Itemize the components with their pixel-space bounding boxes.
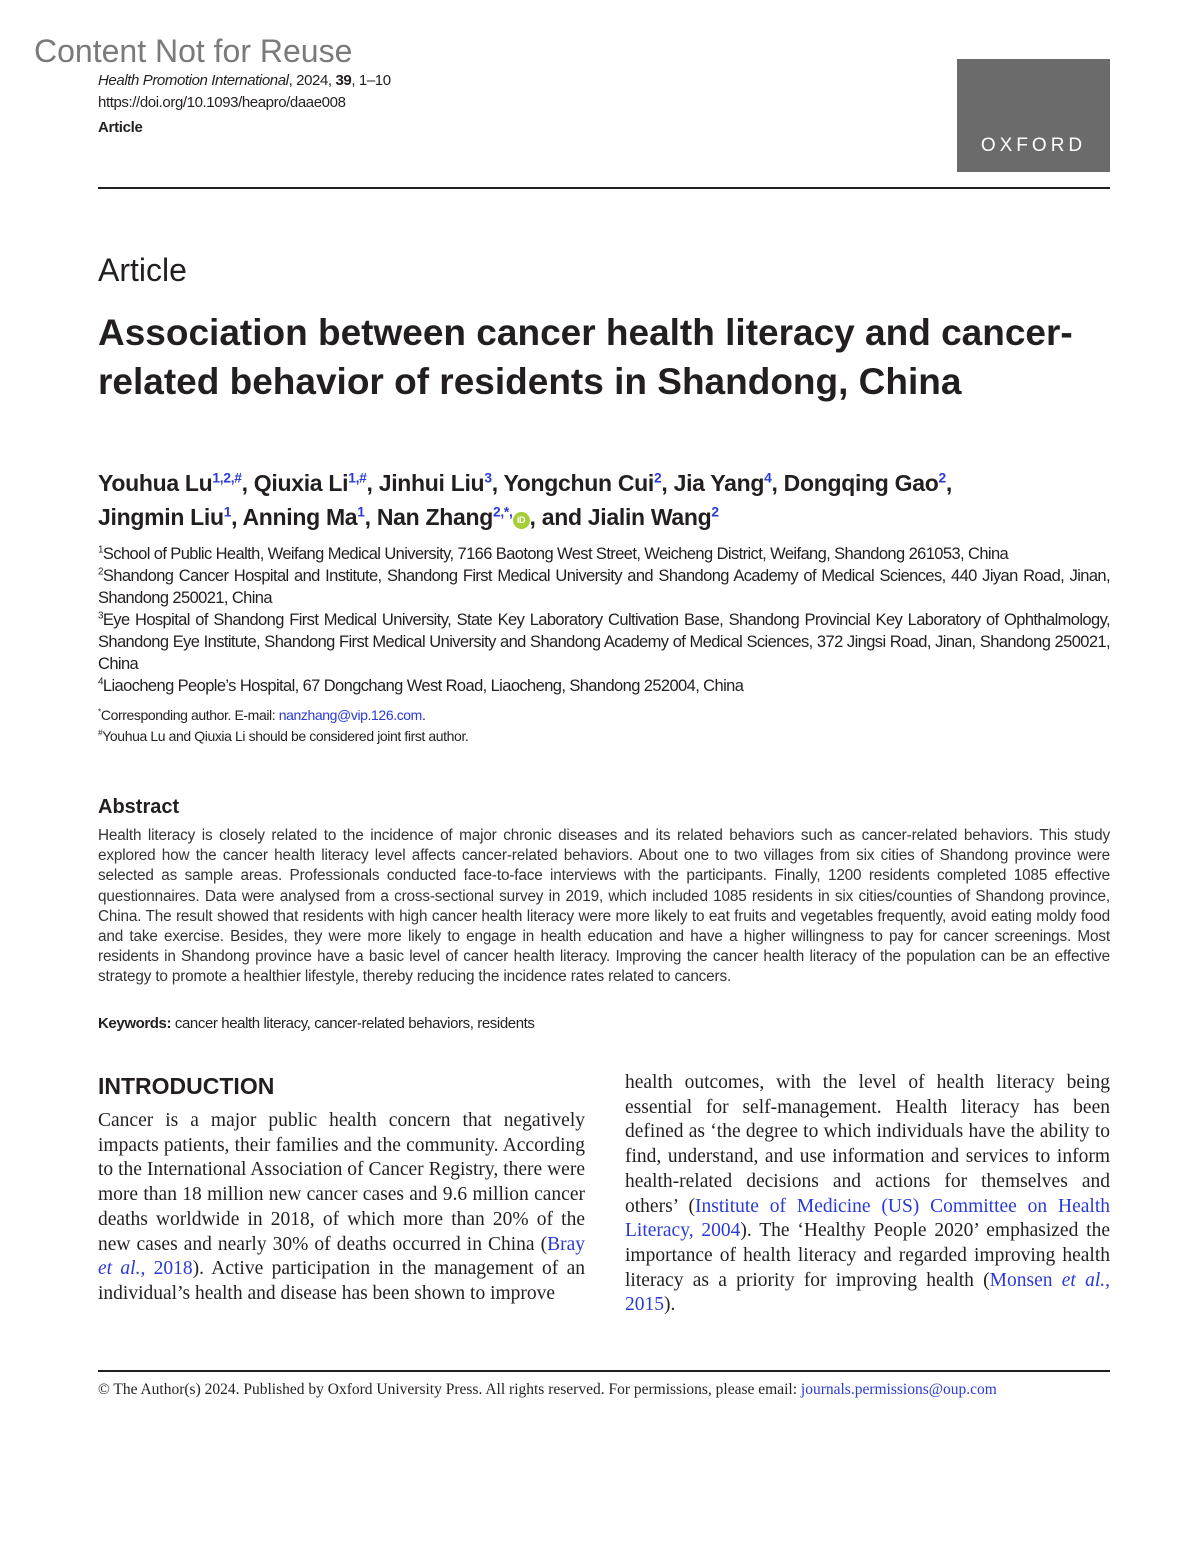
author-name: Qiuxia Li (253, 470, 349, 496)
author-name: Anning Ma (242, 504, 358, 530)
journal-citation (98, 72, 391, 89)
corresponding-email-link[interactable]: nanzhang@vip.126.com (278, 707, 422, 723)
affiliation-number: 3 (98, 610, 103, 622)
journal-year: , 2024, (288, 72, 336, 89)
author-name: Jinhui Liu (378, 470, 485, 496)
copyright-text: © The Author(s) 2024. Published by Oxford University Press. All rights reserved. For permissions, please email: (98, 1381, 801, 1398)
affiliation-text: Shandong Cancer Hospital and Institute, Shandong First Medical University and Shandong Academy of Medical Sciences, 440 Jiyan Road, Jinan, Shandong 250021, China (98, 567, 1110, 607)
introduction-column-right (625, 1071, 1110, 1318)
affiliation (98, 609, 1110, 675)
abstract-text: Health literacy is closely related to the incidence of major chronic diseases and its related behaviors such as cancer-related behaviors. This study explored how the cancer health literacy level affects cancer-related behaviors. About one to two villages from six cities of Shandong province were selected as sample areas. Professionals conducted face-to-face interviews with the participants. Finally, 1200 residents completed 1085 effective questionnaires. Data were analysed from a cross-sectional survey in 2019, which included 1085 residents in six cities/counties of Shandong province, China. The result showed that residents with high cancer health literacy were more likely to eat fruits and vegetables frequently, avoid eating moldy food and take exercise. Besides, they were more likely to engage in health education and have a higher willingness to pay for cancer screenings. Most residents in Shandong province have a basic level of cancer health literacy. Improving the cancer health literacy of the population can be an effective strategy to promote a healthier lifestyle, thereby reducing the incidence rates related to cancers. (98, 827, 1110, 986)
author-affiliation-sup[interactable]: 2 (654, 470, 662, 486)
author-affiliation-sup[interactable]: 1,# (348, 470, 367, 486)
author-name: Jia Yang (673, 470, 765, 496)
affiliation-number: 1 (98, 544, 103, 556)
affiliation (98, 675, 1110, 697)
author-name: Jingmin Liu (98, 504, 224, 530)
author-affiliation-sup[interactable]: 2,*, (493, 504, 513, 520)
author-name: Yongchun Cui (503, 470, 655, 496)
affiliation-text: School of Public Health, Weifang Medical University, 7166 Baotong West Street, Weicheng District, Weifang, Shandong 261053, China (102, 545, 1009, 563)
author-notes (98, 705, 468, 747)
abstract-heading: Abstract (98, 796, 180, 818)
footer-divider (98, 1370, 1110, 1372)
watermark: Content Not for Reuse (34, 33, 353, 69)
paragraph-text: ). The ‘Healthy People 2020’ emphasized the importance of health literacy and regarded improving health literacy as a priority for improving health ( (625, 1220, 1110, 1291)
citation-iom-2004[interactable]: Institute of Medicine (US) Committee on Health Literacy, 2004 (625, 1195, 1110, 1242)
keywords-label: Keywords: (98, 1015, 172, 1032)
author-name: Nan Zhang (376, 504, 493, 530)
article-label: Article (98, 252, 187, 288)
cite-year: , 2018 (140, 1258, 193, 1280)
affiliation-number: 2 (98, 566, 103, 578)
author-name: Youhua Lu (98, 470, 213, 496)
author-affiliation-sup[interactable]: 1 (357, 504, 365, 520)
journal-volume: 39 (335, 72, 352, 89)
author-affiliation-sup[interactable]: 1 (223, 504, 232, 520)
note-end: . (421, 707, 426, 723)
orcid-icon[interactable]: iD (513, 512, 530, 529)
paragraph-text: ). Active participation in the management of an individual’s health and disease has been shown to improve (98, 1258, 585, 1304)
page-title: Association between cancer health literacy and cancer-related behavior of residents in Shandong, China (98, 312, 1073, 402)
paragraph-text: Cancer is a major public health concern that negatively impacts patients, their families and the community. According to the International Association of Cancer Registry, there were more than 18 million new cancer cases and 9.6 million cancer deaths worldwide in 2018, of which more than 20% of the new cases and nearly 30% of deaths occurred in China ( (98, 1110, 585, 1255)
copyright-footer (98, 1381, 997, 1399)
corresponding-note (98, 705, 468, 726)
affiliation-text: Eye Hospital of Shandong First Medical University, State Key Laboratory Cultivation Base, Shandong Provincial Key Laboratory of Ophthalmology, Shandong Eye Institute, Shandong First Medical University and Shandong Academy of Medical Sciences, 372 Jingsi Road, Jinan, Shandong 250021, China (98, 611, 1110, 673)
note-text: Corresponding author. E-mail: (100, 707, 279, 723)
note-symbol: # (98, 727, 103, 738)
author-name: Dongqing Gao (783, 470, 939, 496)
paragraph-text: ). (664, 1294, 676, 1316)
affiliation-text: Liaocheng People’s Hospital, 67 Dongchang West Road, Liaocheng, Shandong 252004, China (102, 677, 744, 695)
cite-etal: et al. (1061, 1269, 1106, 1291)
paragraph-text: health outcomes, with the level of health literacy being essential for self-management. Health literacy has been defined as ‘the degree to which individuals have the ability to find, understand, and use information and services to inform health-related decisions and actions for themselves and others’ ( (625, 1072, 1110, 1217)
author-affiliation-sup[interactable]: 4 (764, 470, 772, 486)
affiliation-number: 4 (98, 676, 103, 688)
affiliations (98, 543, 1110, 697)
note-text: Youhua Lu and Qiuxia Li should be considered joint first author. (102, 728, 469, 744)
cite-etal: et al. (98, 1258, 141, 1280)
note-symbol: * (98, 706, 101, 717)
oxford-logo-text: OXFORD (980, 135, 1087, 156)
permissions-email-link[interactable]: journals.permissions@oup.com (800, 1381, 997, 1398)
affiliation (98, 565, 1110, 609)
author-affiliation-sup[interactable]: 1,2,# (212, 470, 242, 486)
cite-author: Monsen (989, 1269, 1062, 1291)
doi-link[interactable]: https://doi.org/10.1093/heapro/daae008 (98, 94, 346, 111)
header-divider (98, 187, 1110, 189)
keywords-list: cancer health literacy, cancer-related behaviors, residents (171, 1015, 535, 1032)
author-affiliation-sup[interactable]: 3 (484, 470, 492, 486)
joint-author-note (98, 726, 468, 747)
affiliation (98, 543, 1110, 565)
introduction-heading: INTRODUCTION (98, 1073, 275, 1099)
introduction-column-left (98, 1109, 585, 1307)
author-name: and Jialin Wang (541, 504, 712, 530)
author-affiliation-sup[interactable]: 2 (938, 470, 946, 486)
keywords (98, 1015, 535, 1032)
cite-author: Bray (547, 1233, 585, 1255)
author-list: Youhua $Lu^{1,2,\#}$, Qiuxia $Li^{1,\#}$, Jinhui Liu$^3$, Yongchun Cui$^2$, Jia Yang$^4$, Dongqing Gao$^2$, Jingmin Liu$^1$, Anning Ma$^1$, Nan Zhang$^{2,*,}$iD , and Jialin Wang$^2$ (98, 470, 952, 530)
cite-year: , 2015 (625, 1269, 1110, 1316)
author-affiliation-sup[interactable]: 2 (711, 504, 719, 520)
oxford-logo (957, 59, 1110, 172)
journal-name: Health Promotion International (98, 72, 289, 89)
journal-pages: , 1–10 (351, 72, 391, 89)
article-type: Article (98, 119, 143, 136)
